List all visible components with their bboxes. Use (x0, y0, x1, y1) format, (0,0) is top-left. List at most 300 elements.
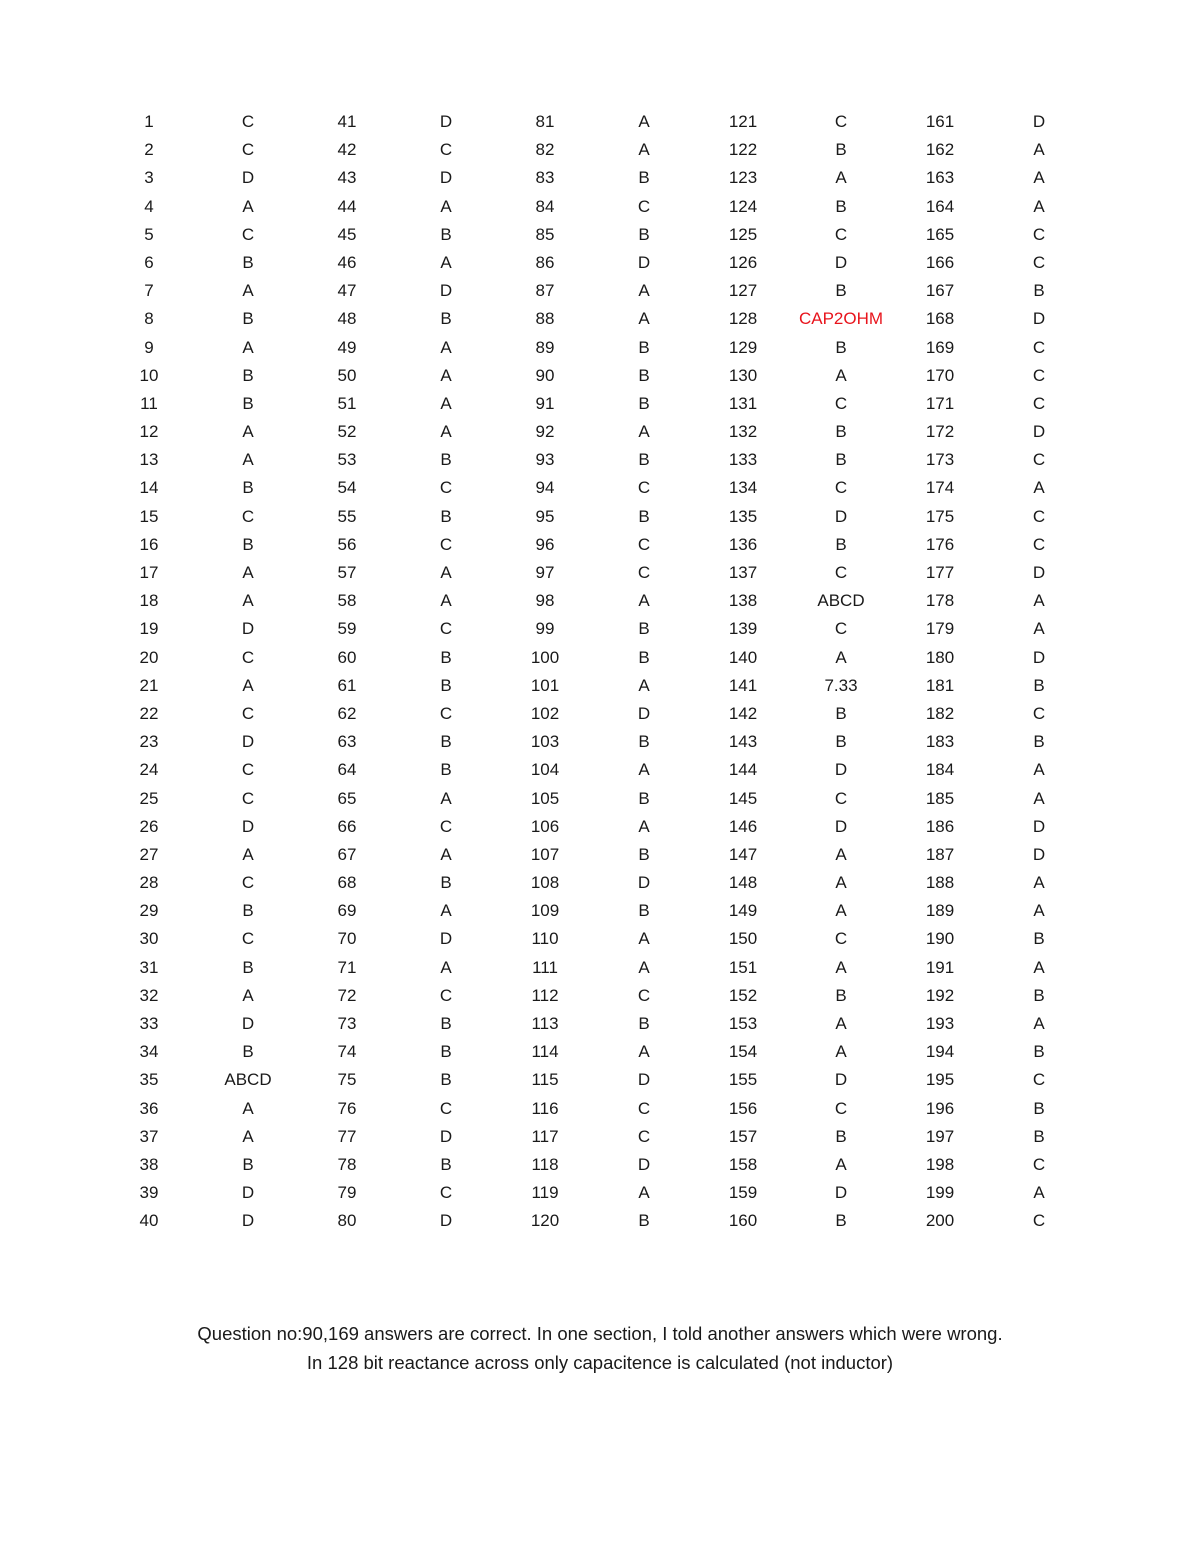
question-number: 130 (728, 365, 758, 385)
answer-cell: C (1032, 393, 1046, 413)
question-number: 28 (139, 873, 159, 893)
question-number: 99 (535, 619, 555, 639)
question-number: 16 (139, 534, 159, 554)
question-number: 69 (337, 901, 357, 921)
answer-cell: A (242, 281, 254, 301)
question-number: 120 (530, 1211, 560, 1231)
question-number: 162 (925, 140, 955, 160)
answer-cell: C (834, 619, 848, 639)
answer-cell: D (834, 1183, 848, 1203)
question-number: 10 (139, 365, 159, 385)
answer-cell: D (834, 252, 848, 272)
answer-cell: B (440, 732, 452, 752)
question-number: 158 (728, 1154, 758, 1174)
answer-cell: 7.33 (824, 675, 858, 695)
question-number: 194 (925, 1042, 955, 1062)
question-number: 37 (139, 1126, 159, 1146)
question-number: 105 (530, 788, 560, 808)
answer-cell: B (835, 1126, 847, 1146)
question-number: 191 (925, 957, 955, 977)
table-row (0, 1038, 1200, 1066)
table-row (0, 869, 1200, 897)
question-number: 109 (530, 901, 560, 921)
question-number: 11 (140, 393, 158, 413)
question-number: 151 (728, 957, 758, 977)
question-number: 63 (337, 732, 357, 752)
table-row (0, 1151, 1200, 1179)
question-number: 42 (337, 140, 357, 160)
answer-cell: D (241, 1183, 255, 1203)
answer-cell: C (241, 703, 255, 723)
answer-cell: D (241, 168, 255, 188)
answer-cell: B (638, 224, 650, 244)
question-number: 135 (728, 506, 758, 526)
answer-cell: C (1032, 703, 1046, 723)
answer-cell: B (440, 675, 452, 695)
answer-cell: D (1032, 309, 1046, 329)
question-number: 187 (925, 844, 955, 864)
table-row (0, 305, 1200, 333)
answer-cell: D (834, 1070, 848, 1090)
table-row (0, 136, 1200, 164)
question-number: 133 (728, 450, 758, 470)
answer-cell: B (638, 647, 650, 667)
question-number: 38 (139, 1154, 159, 1174)
answer-cell: B (242, 957, 254, 977)
question-number: 113 (531, 1014, 559, 1033)
table-row (0, 1066, 1200, 1094)
question-number: 197 (925, 1126, 955, 1146)
answer-cell: C (241, 112, 255, 131)
answer-cell: D (439, 168, 453, 188)
answer-cell: C (637, 1126, 651, 1146)
question-number: 25 (139, 788, 159, 808)
question-number: 22 (139, 703, 159, 723)
question-number: 78 (337, 1154, 357, 1174)
table-row (0, 1123, 1200, 1151)
question-number: 55 (337, 506, 357, 526)
question-number: 65 (337, 788, 357, 808)
answer-cell: C (439, 985, 453, 1005)
question-number: 186 (925, 816, 955, 836)
answer-cell: A (242, 450, 254, 470)
question-number: 159 (728, 1183, 758, 1203)
question-number: 18 (139, 591, 159, 611)
table-row (0, 193, 1200, 221)
answer-cell: C (1032, 1211, 1046, 1231)
question-number: 167 (925, 281, 955, 301)
question-number: 5 (144, 224, 154, 244)
answer-cell: A (638, 422, 650, 442)
question-number: 40 (139, 1211, 159, 1231)
answer-cell: A (638, 816, 650, 836)
table-row (0, 446, 1200, 474)
question-number: 168 (925, 309, 955, 329)
answer-cell: B (242, 252, 254, 272)
answer-cell: A (638, 675, 650, 695)
question-number: 92 (535, 422, 555, 442)
question-number: 6 (144, 252, 154, 272)
answer-cell: A (440, 957, 452, 977)
question-number: 154 (728, 1042, 758, 1062)
answer-cell: D (241, 619, 255, 639)
answer-cell: A (440, 337, 452, 357)
answer-cell: A (835, 1042, 847, 1062)
question-number: 14 (139, 478, 159, 498)
answer-cell: B (1033, 281, 1045, 301)
answer-cell: B (638, 901, 650, 921)
answer-key-table (0, 108, 1200, 1236)
question-number: 102 (530, 703, 560, 723)
answer-cell: C (1032, 337, 1046, 357)
answer-cell: A (638, 929, 650, 949)
question-number: 199 (925, 1183, 955, 1203)
table-row (0, 418, 1200, 446)
answer-cell: A (1033, 140, 1045, 160)
question-number: 185 (925, 788, 955, 808)
question-number: 180 (925, 647, 955, 667)
question-number: 3 (144, 168, 154, 188)
answer-cell: C (241, 760, 255, 780)
table-row (0, 277, 1200, 305)
answer-cell: A (835, 901, 847, 921)
answer-cell: A (638, 112, 650, 131)
answer-cell: B (835, 534, 847, 554)
question-number: 15 (139, 506, 159, 526)
question-number: 138 (728, 591, 758, 611)
question-number: 59 (337, 619, 357, 639)
question-number: 33 (139, 1014, 159, 1033)
answer-cell: C (637, 196, 651, 216)
question-number: 183 (925, 732, 955, 752)
answer-cell: C (834, 393, 848, 413)
question-number: 2 (144, 140, 154, 160)
answer-cell: A (835, 1154, 847, 1174)
answer-cell: A (1033, 478, 1045, 498)
answer-cell: A (835, 844, 847, 864)
question-number: 86 (535, 252, 555, 272)
question-number: 52 (337, 422, 357, 442)
question-number: 146 (728, 816, 758, 836)
answer-cell: A (638, 760, 650, 780)
question-number: 93 (535, 450, 555, 470)
question-number: 12 (139, 422, 159, 442)
answer-cell: D (1032, 563, 1046, 582)
question-number: 155 (728, 1070, 758, 1090)
answer-cell: B (242, 365, 254, 385)
answer-cell: C (1032, 224, 1046, 244)
answer-cell: A (242, 422, 254, 442)
answer-cell: B (1033, 929, 1045, 949)
question-number: 181 (925, 675, 955, 695)
question-number: 41 (337, 112, 357, 131)
answer-cell: C (834, 929, 848, 949)
question-number: 95 (535, 506, 555, 526)
table-row (0, 474, 1200, 502)
answer-cell: A (1033, 591, 1045, 611)
table-row (0, 615, 1200, 643)
answer-cell: A (835, 365, 847, 385)
answer-cell: B (242, 901, 254, 921)
question-number: 91 (535, 393, 555, 413)
question-number: 110 (531, 929, 559, 949)
question-number: 84 (535, 196, 555, 216)
answer-cell: A (242, 591, 254, 611)
question-number: 122 (728, 140, 758, 160)
question-number: 81 (535, 112, 555, 131)
answer-cell: A (638, 591, 650, 611)
answer-cell: C (834, 478, 848, 498)
answer-cell: D (637, 703, 651, 723)
question-number: 9 (144, 337, 154, 357)
answer-cell: B (242, 1042, 254, 1062)
note-line-2: In 128 bit reactance across only capacitence is calculated (not inductor) (306, 1351, 894, 1373)
answer-cell: A (1033, 873, 1045, 893)
table-row (0, 672, 1200, 700)
answer-cell: D (439, 281, 453, 301)
answer-cell: B (835, 450, 847, 470)
answer-cell: A (835, 873, 847, 893)
answer-cell: B (1033, 1098, 1045, 1118)
answer-cell: A (638, 140, 650, 160)
answer-cell: B (440, 224, 452, 244)
answer-cell: B (440, 1042, 452, 1062)
question-number: 24 (139, 760, 159, 780)
question-number: 7 (144, 281, 154, 301)
answer-cell: A (1033, 1014, 1045, 1033)
question-number: 85 (535, 224, 555, 244)
table-row (0, 756, 1200, 784)
question-number: 48 (337, 309, 357, 329)
answer-cell: B (638, 365, 650, 385)
table-row (0, 503, 1200, 531)
answer-cell: A (638, 309, 650, 329)
question-number: 50 (337, 365, 357, 385)
answer-cell: A (242, 337, 254, 357)
question-number: 123 (728, 168, 758, 188)
answer-cell: D (439, 1211, 453, 1231)
question-number: 136 (728, 534, 758, 554)
question-number: 172 (925, 422, 955, 442)
question-number: 68 (337, 873, 357, 893)
question-number: 1 (144, 112, 154, 131)
answer-cell: B (1033, 985, 1045, 1005)
answer-cell: D (637, 1070, 651, 1090)
answer-cell: A (1033, 196, 1045, 216)
question-number: 62 (337, 703, 357, 723)
table-row (0, 1010, 1200, 1038)
answer-cell: D (637, 252, 651, 272)
question-number: 147 (728, 844, 758, 864)
answer-cell: A (242, 985, 254, 1005)
question-number: 140 (728, 647, 758, 667)
question-number: 124 (728, 196, 758, 216)
answer-cell: B (835, 985, 847, 1005)
question-number: 153 (728, 1014, 758, 1033)
table-row (0, 1095, 1200, 1123)
question-number: 4 (144, 196, 154, 216)
question-number: 198 (925, 1154, 955, 1174)
question-number: 8 (144, 309, 154, 329)
answer-cell: A (1033, 168, 1045, 188)
table-row (0, 1207, 1200, 1235)
question-number: 121 (728, 112, 758, 131)
question-number: 19 (139, 619, 159, 639)
question-number: 70 (337, 929, 357, 949)
table-row (0, 925, 1200, 953)
question-number: 179 (925, 619, 955, 639)
answer-cell: D (439, 112, 453, 131)
question-number: 125 (728, 224, 758, 244)
answer-cell: B (1033, 1126, 1045, 1146)
question-number: 119 (531, 1183, 559, 1203)
table-row (0, 982, 1200, 1010)
question-number: 60 (337, 647, 357, 667)
answer-cell: C (834, 563, 848, 582)
answer-cell: D (834, 760, 848, 780)
question-number: 57 (337, 563, 357, 582)
question-number: 195 (925, 1070, 955, 1090)
question-number: 200 (925, 1211, 955, 1231)
answer-cell: D (241, 1211, 255, 1231)
question-number: 173 (925, 450, 955, 470)
table-row (0, 108, 1200, 136)
answer-cell: B (638, 1014, 650, 1033)
answer-cell: CAP2OHM (798, 309, 884, 329)
question-number: 107 (530, 844, 560, 864)
question-number: 101 (530, 675, 560, 695)
question-number: 115 (531, 1070, 559, 1090)
answer-cell: D (241, 1014, 255, 1033)
answer-cell: C (439, 703, 453, 723)
table-row (0, 700, 1200, 728)
question-number: 142 (728, 703, 758, 723)
question-number: 94 (535, 478, 555, 498)
answer-cell: A (440, 563, 452, 582)
answer-cell: C (439, 140, 453, 160)
question-number: 64 (337, 760, 357, 780)
answer-cell: C (637, 478, 651, 498)
question-number: 17 (139, 563, 159, 582)
question-number: 106 (530, 816, 560, 836)
answer-cell: D (241, 816, 255, 836)
answer-cell: A (440, 591, 452, 611)
answer-cell: C (1032, 506, 1046, 526)
question-number: 161 (925, 112, 955, 131)
question-number: 131 (728, 393, 758, 413)
answer-cell: C (439, 816, 453, 836)
question-number: 111 (532, 957, 558, 977)
question-number: 39 (139, 1183, 159, 1203)
question-number: 66 (337, 816, 357, 836)
answer-cell: B (638, 450, 650, 470)
question-number: 141 (728, 675, 758, 695)
question-number: 166 (925, 252, 955, 272)
answer-cell: D (637, 1154, 651, 1174)
question-number: 128 (728, 309, 758, 329)
table-row (0, 531, 1200, 559)
answer-cell: ABCD (224, 1070, 272, 1090)
answer-cell: B (835, 422, 847, 442)
question-number: 67 (337, 844, 357, 864)
answer-cell: A (242, 1126, 254, 1146)
answer-cell: B (835, 1211, 847, 1231)
question-number: 21 (139, 675, 159, 695)
question-number: 164 (925, 196, 955, 216)
answer-cell: B (440, 506, 452, 526)
question-number: 35 (139, 1070, 159, 1090)
answer-cell: C (439, 619, 453, 639)
question-number: 31 (139, 957, 159, 977)
answer-cell: C (241, 506, 255, 526)
question-number: 80 (337, 1211, 357, 1231)
answer-cell: A (1033, 760, 1045, 780)
answer-cell: A (440, 196, 452, 216)
question-number: 104 (530, 760, 560, 780)
table-row (0, 644, 1200, 672)
question-number: 165 (925, 224, 955, 244)
question-number: 89 (535, 337, 555, 357)
question-number: 117 (531, 1126, 559, 1146)
question-number: 116 (531, 1098, 559, 1118)
answer-cell: C (241, 140, 255, 160)
answer-cell: B (242, 478, 254, 498)
question-number: 56 (337, 534, 357, 554)
answer-cell: C (439, 478, 453, 498)
question-number: 112 (531, 985, 559, 1005)
answer-cell: C (1032, 365, 1046, 385)
answer-cell: C (439, 1098, 453, 1118)
question-number: 77 (337, 1126, 357, 1146)
answer-cell: D (834, 506, 848, 526)
answer-cell: ABCD (817, 591, 865, 611)
answer-cell: D (1032, 647, 1046, 667)
answer-cell: C (1032, 1154, 1046, 1174)
answer-cell: B (242, 1154, 254, 1174)
answer-cell: C (241, 873, 255, 893)
question-number: 144 (728, 760, 758, 780)
answer-cell: A (440, 844, 452, 864)
question-number: 196 (925, 1098, 955, 1118)
question-number: 20 (139, 647, 159, 667)
table-row (0, 813, 1200, 841)
question-number: 82 (535, 140, 555, 160)
question-number: 49 (337, 337, 357, 357)
question-number: 114 (531, 1042, 559, 1062)
answer-cell: A (1033, 1183, 1045, 1203)
question-number: 100 (530, 647, 560, 667)
answer-cell: A (1033, 619, 1045, 639)
question-number: 75 (337, 1070, 357, 1090)
question-number: 157 (728, 1126, 758, 1146)
answer-cell: B (835, 196, 847, 216)
question-number: 54 (337, 478, 357, 498)
answer-cell: A (835, 957, 847, 977)
question-number: 83 (535, 168, 555, 188)
question-number: 190 (925, 929, 955, 949)
answer-cell: A (1033, 957, 1045, 977)
question-number: 118 (531, 1154, 559, 1174)
answer-cell: B (440, 1154, 452, 1174)
answer-cell: B (638, 337, 650, 357)
question-number: 23 (139, 732, 159, 752)
question-number: 27 (139, 844, 159, 864)
answer-cell: C (834, 788, 848, 808)
answer-cell: C (1032, 534, 1046, 554)
question-number: 192 (925, 985, 955, 1005)
question-number: 43 (337, 168, 357, 188)
answer-cell: B (638, 393, 650, 413)
